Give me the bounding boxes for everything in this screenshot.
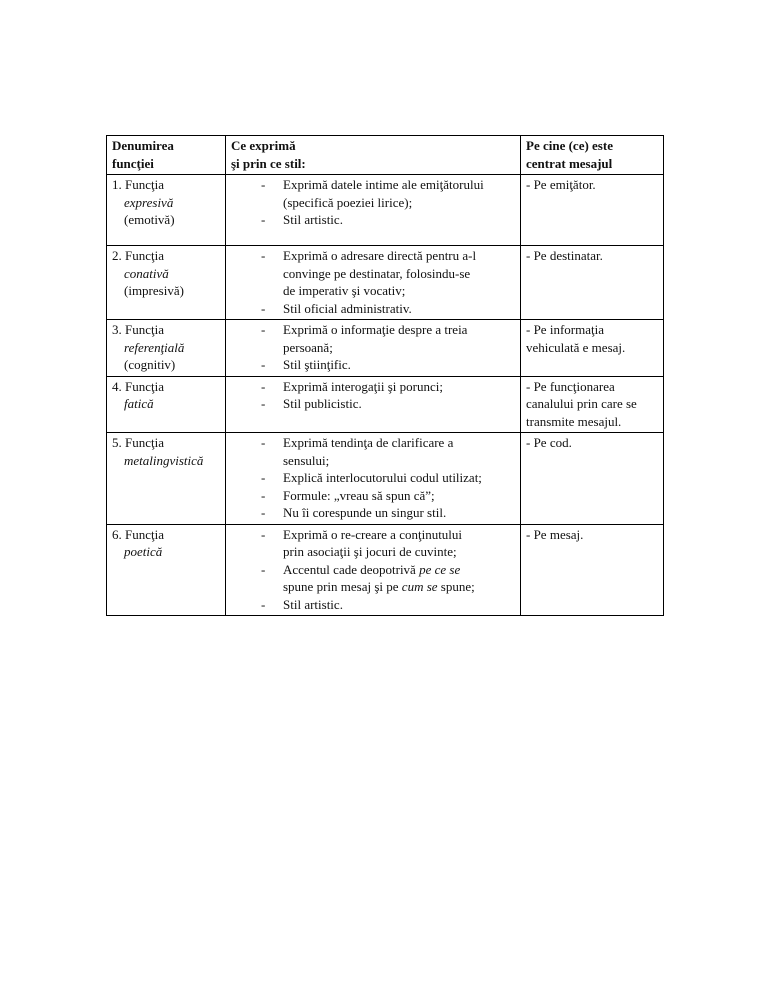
expression-list — [231, 247, 516, 317]
expression-cell — [226, 376, 521, 433]
list-item-line: - Exprimă interogaţii şi porunci; — [283, 378, 443, 394]
function-number: 3. Funcţia — [112, 322, 164, 337]
function-number: 1. Funcţia — [112, 177, 164, 192]
target-line: - Pe emiţător. — [526, 177, 596, 192]
list-item-line: - Exprimă o adresare directă pentru a-l — [283, 248, 477, 263]
target-cell — [521, 320, 664, 377]
header-function-name — [107, 136, 226, 175]
list-item-line: - Stil publicistic. — [283, 396, 362, 411]
list-item-line: persoană; — [283, 339, 333, 355]
function-number: 6. Funcţia — [112, 526, 164, 542]
function-name: referenţială — [124, 339, 185, 355]
list-item-line: convinge pe destinatar, folosindu-se — [283, 265, 471, 281]
list-item — [231, 526, 516, 561]
function-name-cell — [107, 246, 226, 320]
expression-cell — [226, 433, 521, 525]
expression-list — [231, 176, 516, 229]
expression-list — [231, 526, 516, 614]
emphasis-text: pe ce se — [419, 561, 461, 577]
function-name: poetică — [124, 544, 163, 559]
list-item-line: sensului; — [283, 452, 330, 468]
list-item-line: - Exprimă o re-creare a conţinutului — [283, 526, 463, 542]
header-row — [107, 136, 664, 175]
list-item-line: - Nu îi corespunde un singur stil. — [283, 505, 447, 520]
list-item-line: - Exprimă tendinţa de clarificare a — [283, 435, 454, 450]
list-item-line: - Exprimă o informaţie despre a treia — [283, 322, 468, 337]
expression-cell — [226, 246, 521, 320]
list-item — [231, 356, 516, 374]
list-item-line: - Stil artistic. — [283, 212, 343, 227]
target-line: vehiculată e mesaj. — [526, 339, 626, 355]
expression-cell — [226, 320, 521, 377]
list-item-line: - Explică interlocutorului codul utilizat; — [283, 470, 482, 485]
function-name-cell — [107, 524, 226, 616]
list-item — [231, 434, 516, 469]
table-row — [107, 175, 664, 246]
list-item — [231, 300, 516, 318]
header-line: centrat mesajul — [526, 155, 613, 171]
function-alt-name: (cognitiv) — [124, 357, 176, 372]
target-cell — [521, 246, 664, 320]
target-cell — [521, 376, 664, 433]
table-row — [107, 433, 664, 525]
header-line: Pe cine (ce) este — [526, 138, 613, 153]
header-line: Ce exprimă — [231, 138, 296, 153]
list-item — [231, 378, 516, 396]
list-item — [231, 247, 516, 300]
functions-table — [106, 135, 664, 616]
function-alt-name: (impresivă) — [124, 283, 184, 298]
list-item-line: spune prin mesaj şi pe cum se spune; — [283, 579, 475, 594]
target-line: - Pe destinatar. — [526, 248, 603, 263]
expression-list — [231, 378, 516, 413]
target-line: - Pe mesaj. — [526, 526, 584, 542]
list-item-line: - Formule: „vreau să spun că”; — [283, 487, 435, 503]
list-item — [231, 211, 516, 229]
expression-cell — [226, 524, 521, 616]
target-line: transmite mesajul. — [526, 413, 622, 429]
target-line: - Pe funcţionarea — [526, 378, 615, 394]
function-name-cell — [107, 433, 226, 525]
header-target — [521, 136, 664, 175]
emphasis-text: cum se — [401, 579, 438, 594]
table-row — [107, 246, 664, 320]
function-name: fatică — [124, 396, 154, 411]
expression-list — [231, 321, 516, 374]
header-expression — [226, 136, 521, 175]
header-line: funcţiei — [112, 155, 154, 171]
function-name-cell — [107, 376, 226, 433]
header-line: şi prin ce stil: — [231, 155, 306, 171]
target-cell — [521, 175, 664, 246]
table-body — [107, 175, 664, 616]
table-row — [107, 320, 664, 377]
table-row — [107, 376, 664, 433]
expression-cell — [226, 175, 521, 246]
list-item-line: (specifică poeziei lirice); — [283, 194, 413, 210]
list-item — [231, 395, 516, 413]
list-item-line: prin asociaţii şi jocuri de cuvinte; — [283, 544, 457, 559]
list-item — [231, 469, 516, 487]
function-number: 5. Funcţia — [112, 435, 164, 450]
target-line: canalului prin care se — [526, 396, 637, 411]
list-item-line: - Stil artistic. — [283, 596, 343, 612]
list-item — [231, 504, 516, 522]
list-item-line: - Accentul cade deopotrivă pe ce se — [283, 561, 461, 577]
header-line: Denumirea — [112, 138, 174, 153]
expression-list — [231, 434, 516, 522]
target-line: - Pe informaţia — [526, 322, 604, 337]
table-row — [107, 524, 664, 616]
list-item-line: de imperativ şi vocativ; — [283, 283, 406, 298]
function-name-cell — [107, 320, 226, 377]
function-name: conativă — [124, 265, 169, 281]
function-name: metalingvistică — [124, 452, 204, 468]
function-number: 2. Funcţia — [112, 248, 164, 263]
list-item-line: - Exprimă datele intime ale emiţătorului — [283, 177, 484, 192]
list-item — [231, 596, 516, 614]
list-item — [231, 321, 516, 356]
function-name-cell — [107, 175, 226, 246]
list-item — [231, 487, 516, 505]
function-alt-name: (emotivă) — [124, 212, 175, 227]
function-number: 4. Funcţia — [112, 378, 164, 394]
target-line: - Pe cod. — [526, 435, 572, 450]
list-item — [231, 561, 516, 596]
target-cell — [521, 524, 664, 616]
list-item-line: - Stil ştiinţific. — [283, 357, 351, 372]
list-item-line: - Stil oficial administrativ. — [283, 300, 412, 316]
list-item — [231, 176, 516, 211]
function-name: expresivă — [124, 194, 174, 210]
target-cell — [521, 433, 664, 525]
